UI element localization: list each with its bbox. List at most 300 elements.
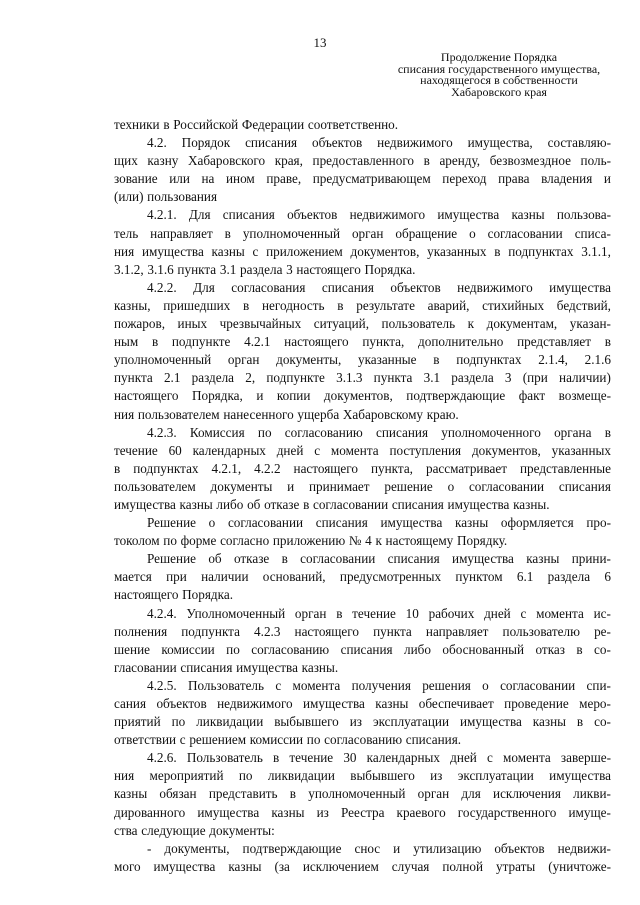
text-line: [114, 804, 611, 822]
page-number: 13: [313, 35, 327, 50]
word: пунктом: [455, 569, 503, 585]
text-line: [114, 206, 611, 224]
word: обязан: [159, 786, 197, 802]
word: на: [201, 171, 215, 187]
word: исключения: [493, 786, 561, 802]
word: дней: [276, 442, 304, 458]
word: №: [348, 533, 362, 549]
word: имущества: [303, 696, 365, 711]
text-line: [114, 116, 611, 134]
word: 4: [365, 533, 372, 549]
word: отказе: [233, 551, 270, 567]
word: Хабаровского: [187, 153, 266, 169]
word: списания: [376, 424, 429, 440]
word: ситуаций,: [313, 316, 370, 332]
word: Решение: [147, 551, 196, 567]
text-line: [114, 351, 611, 369]
text-line: [114, 586, 611, 604]
word: 4.2.: [147, 135, 167, 151]
word: пункта: [373, 370, 413, 386]
word: ства: [114, 822, 138, 838]
word: настоящего: [284, 334, 349, 350]
word: пункта: [114, 370, 153, 386]
word: момента: [536, 605, 584, 621]
word: заверше-: [560, 750, 611, 766]
word: пользова-: [556, 207, 611, 223]
word: права: [498, 171, 530, 187]
word: подтверждающие: [406, 388, 506, 404]
word: дней: [450, 750, 477, 766]
word: оснований,: [262, 569, 326, 585]
word: края,: [274, 153, 303, 169]
word: в: [433, 352, 440, 368]
word: в: [281, 551, 288, 567]
word: приложением: [266, 243, 343, 259]
word: отказе: [264, 496, 300, 512]
word: в: [336, 605, 343, 621]
word: списания: [321, 279, 374, 295]
text-line: [114, 605, 611, 623]
document-body: [114, 116, 611, 876]
word: 4.2.1,: [211, 460, 242, 476]
word: казны,: [114, 297, 151, 313]
text-line: [114, 406, 611, 424]
word: по: [257, 424, 272, 440]
text-line: [114, 333, 611, 351]
word: имущества: [447, 496, 510, 512]
word: обоснованный: [442, 641, 525, 657]
word: объектов: [311, 135, 363, 151]
word: со-: [594, 641, 611, 657]
header-line: Хабаровского края: [451, 84, 547, 99]
word: 10: [405, 605, 419, 621]
word: с: [487, 750, 493, 766]
word: -: [147, 840, 152, 856]
word: приложению: [272, 533, 346, 549]
word: пользования: [147, 189, 218, 205]
word: спи-: [586, 677, 611, 693]
word: 3.1.3: [336, 370, 363, 386]
word: согласовании: [300, 551, 376, 567]
word: уполномоченный: [242, 225, 340, 241]
word: указанных: [427, 243, 487, 259]
word: прини-: [571, 551, 611, 567]
word: подпункте: [266, 370, 325, 386]
word: ликвидации: [196, 714, 264, 730]
text-line: [114, 785, 611, 803]
word: документы,: [164, 840, 230, 856]
text-line: [114, 514, 611, 532]
word: согласованию: [324, 732, 403, 748]
word: казны: [455, 515, 489, 531]
word: подпунктах: [456, 352, 522, 368]
text-line: [114, 767, 611, 785]
word: по: [226, 641, 240, 657]
word: документов,: [323, 388, 393, 404]
word: имущества: [153, 858, 216, 874]
word: 3: [504, 370, 512, 386]
word: негодность: [261, 297, 325, 313]
word: мероприятий: [149, 768, 224, 784]
word: Хабаровскому: [342, 406, 424, 422]
word: имущества: [549, 279, 611, 295]
word: нанесенного: [223, 406, 294, 422]
word: рабочих: [428, 605, 475, 621]
word: 4.2.2.: [147, 279, 177, 295]
word: казны: [228, 858, 262, 874]
word: в: [289, 786, 297, 802]
text-line: [114, 496, 611, 514]
word: недвижимого: [349, 207, 426, 223]
word: в: [273, 750, 280, 766]
text-line: [114, 170, 611, 188]
word: обращение: [395, 225, 458, 241]
word: Для: [188, 207, 211, 223]
word: момента: [292, 677, 341, 693]
word: из: [316, 804, 329, 820]
word: комиссии: [249, 732, 304, 748]
text-line: [114, 369, 611, 387]
word: снос: [354, 840, 381, 856]
word: (или): [114, 189, 144, 205]
word: орган: [417, 786, 450, 802]
word: о: [469, 225, 476, 241]
word: согласования: [231, 279, 306, 295]
word: наличии): [559, 370, 611, 386]
word: ре-: [594, 623, 611, 639]
word: с: [275, 677, 282, 693]
word: списания: [315, 515, 368, 531]
word: имущества: [236, 659, 298, 675]
word: представляет: [517, 334, 592, 350]
word: списания: [222, 207, 275, 223]
word: владения: [541, 171, 593, 187]
word: списания: [391, 496, 444, 512]
word: казны.: [301, 659, 339, 675]
word: полнения: [114, 623, 168, 639]
text-line: [114, 550, 611, 568]
word: календарных: [366, 750, 441, 766]
word: утраты: [496, 858, 536, 874]
word: решением: [189, 732, 247, 748]
word: 2.1.6: [584, 352, 611, 368]
word: пункта,: [362, 334, 405, 350]
word: чрезвычайных: [219, 316, 302, 332]
word: краю.: [426, 406, 459, 422]
word: раздела: [547, 569, 591, 585]
word: объектов: [494, 840, 545, 856]
header-line: находящегося в собственности: [420, 73, 578, 87]
word: документов,: [471, 442, 541, 458]
word: подпунктах: [133, 460, 199, 476]
word: аварий,: [427, 297, 470, 313]
word: получения: [351, 677, 411, 693]
word: казны: [179, 496, 213, 512]
word: документы: [210, 478, 273, 494]
word: ис-: [593, 605, 611, 621]
word: указанные: [357, 352, 417, 368]
text-line: [114, 460, 611, 478]
text-line: [114, 695, 611, 713]
word: 4.2.6.: [147, 750, 177, 766]
word: пришедших: [163, 297, 231, 313]
word: списания: [180, 659, 233, 675]
word: настоящего: [114, 587, 179, 603]
text-line: [114, 134, 611, 152]
word: по: [171, 714, 186, 730]
word: в: [576, 641, 583, 657]
word: 4.2.2: [254, 460, 281, 476]
text-line: [114, 243, 611, 261]
word: шение: [114, 641, 150, 657]
word: в: [114, 460, 121, 476]
word: объектов: [390, 279, 441, 295]
word: казны: [375, 696, 409, 711]
word: соответственно.: [307, 117, 399, 132]
text-line: [114, 822, 611, 840]
word: о: [482, 677, 489, 693]
word: по: [238, 768, 253, 784]
word: 30: [343, 750, 357, 766]
document-header: [386, 52, 612, 98]
word: 3: [286, 261, 293, 277]
text-line: [114, 713, 611, 731]
word: настоящему: [385, 533, 454, 549]
word: Реестра: [341, 804, 385, 820]
word: эксплуатации: [372, 714, 450, 730]
word: имущества,: [467, 135, 533, 151]
word: настоящего: [296, 261, 361, 277]
word: Порядка.: [364, 261, 416, 277]
word: Комиссия: [189, 424, 245, 440]
word: со-: [594, 714, 611, 730]
word: в: [604, 334, 611, 350]
word: техники: [114, 117, 160, 132]
text-line: [114, 261, 611, 279]
word: комиссии: [161, 641, 215, 657]
word: про-: [586, 515, 611, 531]
word: казны: [211, 243, 245, 259]
word: возмеще-: [558, 388, 611, 404]
word: Порядка.: [182, 587, 233, 603]
word: документам,: [486, 316, 558, 332]
word: ином: [225, 171, 255, 187]
word: поль-: [580, 153, 611, 169]
word: предусмотренных: [339, 569, 442, 585]
word: копии: [276, 388, 311, 404]
header-line: списания государственного имущества,: [397, 61, 601, 76]
word: согласовании: [468, 478, 545, 494]
word: или: [169, 171, 190, 187]
word: предоставленного: [312, 153, 414, 169]
word: аренду,: [439, 153, 481, 169]
word: казны.: [513, 496, 550, 512]
word: результате: [356, 297, 415, 313]
word: выбывшего: [350, 768, 415, 784]
word: выбывшего: [274, 714, 339, 730]
word: меро-: [579, 696, 611, 711]
word: наличии: [201, 569, 249, 585]
word: с: [520, 605, 527, 621]
word: по: [163, 533, 177, 549]
word: списания: [340, 641, 393, 657]
word: казны: [114, 786, 148, 802]
word: (при: [522, 370, 548, 386]
word: дней: [484, 605, 511, 621]
text-line: [114, 677, 611, 695]
word: имущества: [141, 243, 204, 259]
word: уполномоченный: [114, 352, 212, 368]
word: решение: [384, 478, 433, 494]
word: Порядка,: [191, 388, 243, 404]
word: 4.2.5.: [147, 677, 177, 693]
word: эксплуатации: [457, 768, 534, 784]
word: для: [461, 786, 481, 802]
word: имущества: [452, 551, 514, 567]
word: пользователь: [381, 316, 456, 332]
word: Пользователь: [186, 750, 263, 766]
word: казны: [532, 714, 566, 730]
word: пожаров,: [114, 316, 165, 332]
word: согласовании: [227, 515, 304, 531]
word: казны: [526, 551, 560, 567]
word: согласовании: [500, 677, 576, 693]
word: недвижимого: [457, 279, 533, 295]
word: настоящего: [294, 623, 359, 639]
word: в: [224, 225, 231, 241]
word: казны: [511, 207, 545, 223]
word: пользователем: [137, 406, 220, 422]
word: представленные: [519, 460, 611, 476]
text-line: [114, 532, 611, 550]
word: при: [166, 569, 187, 585]
text-line: [114, 152, 611, 170]
word: 6.1: [516, 569, 534, 585]
word: в: [576, 714, 584, 730]
word: в: [337, 297, 344, 313]
word: с: [252, 243, 259, 259]
word: представить: [208, 786, 278, 802]
word: об: [247, 496, 261, 512]
word: и: [256, 388, 264, 404]
word: о: [208, 515, 216, 531]
word: составляю-: [547, 135, 611, 151]
word: 2,: [245, 370, 256, 386]
text-line: [114, 442, 611, 460]
word: орган: [294, 605, 327, 621]
word: факт: [518, 388, 546, 404]
word: мается: [114, 569, 152, 585]
word: подтверждающие: [242, 840, 342, 856]
word: в: [243, 297, 250, 313]
word: дополнительно: [418, 334, 504, 350]
word: утилизацию: [413, 840, 482, 856]
word: отказ: [535, 641, 565, 657]
word: объектов: [287, 207, 338, 223]
word: указанных: [551, 442, 611, 458]
word: рассматривает: [425, 460, 507, 476]
word: 4.2.3: [254, 623, 281, 639]
word: щих: [114, 153, 138, 169]
word: в: [151, 334, 159, 350]
word: и: [603, 171, 611, 187]
word: раздела: [240, 261, 283, 277]
word: казны: [271, 804, 305, 820]
word: момента: [503, 750, 551, 766]
word: к: [375, 533, 382, 549]
word: ликвидации: [267, 768, 335, 784]
word: согласовании: [487, 225, 563, 241]
word: проведение: [504, 696, 569, 711]
word: имущества: [380, 515, 443, 531]
word: пользователем: [114, 478, 196, 494]
text-line: [114, 387, 611, 405]
word: 3.1.6: [147, 261, 174, 277]
word: дированного: [114, 804, 186, 820]
word: (за: [274, 858, 290, 874]
word: течение: [352, 605, 396, 621]
word: раздела: [451, 370, 494, 386]
word: имущества: [437, 207, 500, 223]
word: согласованию: [251, 641, 330, 657]
word: подпунктах: [508, 243, 574, 259]
word: стихийных: [482, 297, 545, 313]
word: казну: [147, 153, 179, 169]
word: списания: [387, 551, 440, 567]
word: случая: [391, 858, 430, 874]
word: настоящего: [114, 388, 179, 404]
word: по: [306, 732, 321, 748]
word: списания: [558, 478, 611, 494]
word: списания.: [405, 732, 462, 748]
word: Российской: [173, 117, 239, 132]
word: пункта: [373, 623, 412, 639]
text-line: [114, 731, 611, 749]
word: с: [314, 442, 321, 458]
word: переход: [442, 171, 487, 187]
word: документов,: [350, 243, 420, 259]
word: полной: [442, 858, 484, 874]
word: бедствий,: [556, 297, 611, 313]
text-line: [114, 840, 611, 858]
word: сания: [114, 696, 147, 711]
word: ответствии: [114, 732, 177, 748]
word: исключением: [302, 858, 379, 874]
word: раздела: [191, 370, 235, 386]
word: в: [423, 153, 430, 169]
word: из: [349, 714, 362, 730]
word: и: [393, 840, 401, 856]
word: 4.2.1: [244, 334, 271, 350]
word: 4.2.1.: [147, 207, 177, 223]
word: в: [163, 117, 170, 132]
word: ликви-: [573, 786, 611, 802]
word: направляет: [150, 225, 213, 241]
header-line: Продолжение Порядка: [440, 50, 558, 64]
word: указан-: [569, 316, 611, 332]
word: ным: [114, 334, 139, 350]
word: согласно: [220, 533, 270, 549]
word: имущества: [114, 496, 176, 512]
word: момента: [330, 442, 379, 458]
word: имущества: [197, 804, 260, 820]
word: краевого: [396, 804, 446, 820]
word: подпункте: [171, 334, 231, 350]
word: решения: [422, 677, 471, 693]
word: 60: [168, 442, 182, 458]
word: Для: [193, 279, 215, 295]
word: подпункта: [181, 623, 240, 639]
